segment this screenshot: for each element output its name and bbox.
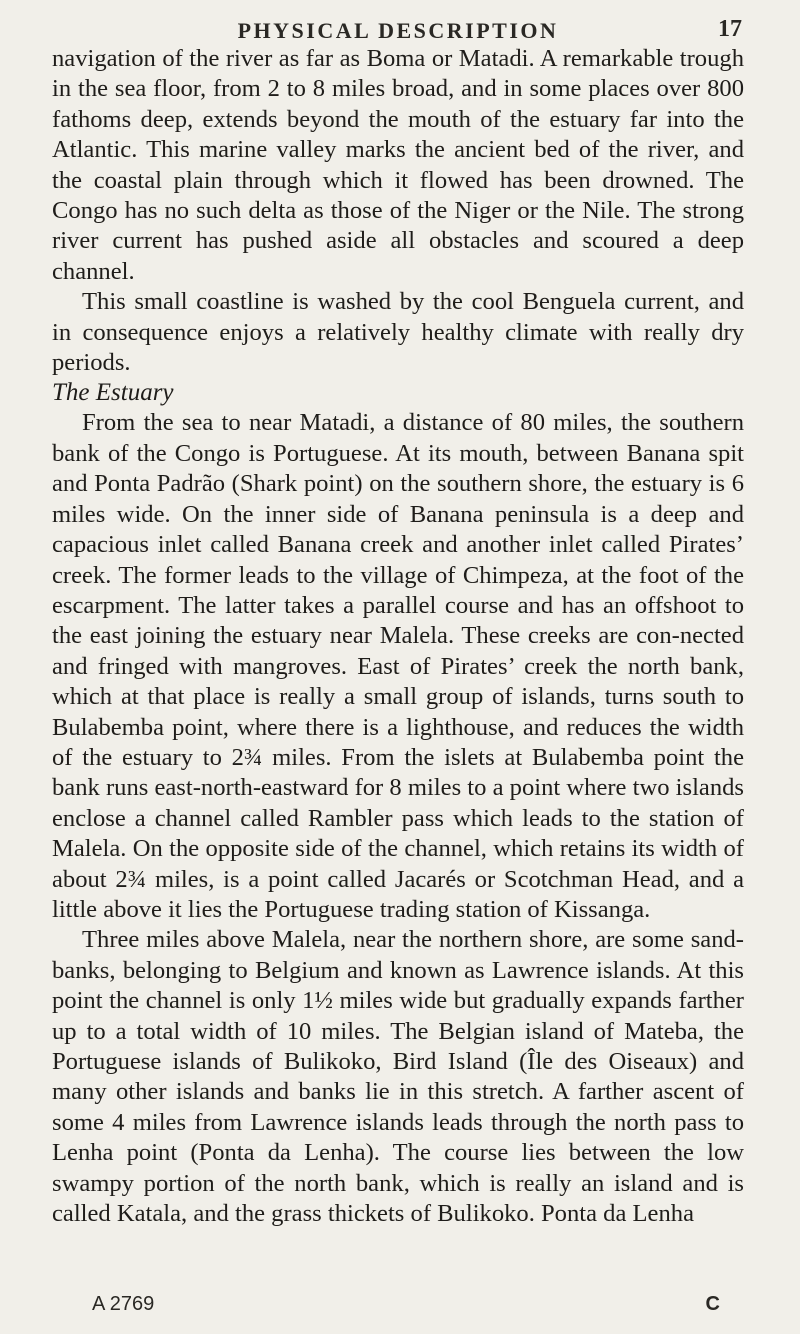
paragraph-lawrence-islands: Three miles above Malela, near the northern shore, are some sand-banks, belonging to Belgium and known as Lawrence islands. At this point the channel is only 1½ miles wide but gradually expands farther up to a total width of 10 miles. The Belgian island of Mateba, the Portuguese islands of Bulikoko, Bird Island (Île des Oiseaux) and many other islands and banks lie in this stretch. A farther ascent of some 4 miles from Lawrence islands leads through the north pass to Lenha point (Ponta da Lenha). The course lies between the low swampy portion of the north bank, which is really an island and is called Katala, and the grass thickets of Bulikoko. Ponta da Lenha (52, 926, 744, 1228)
paragraph-estuary: From the sea to near Matadi, a distance of 80 miles, the southern bank of the Congo is Portuguese. At its mouth, between Banana spit and Ponta Padrão (Shark point) on the southern shore, the estuary is 6 miles wide. On the inner side of Banana peninsula is a deep and capacious inlet called Banana creek and another inlet called Pirates’ creek. The former leads to the village of Chimpeza, at the foot of the escarpment. The latter takes a parallel course and has an offshoot to the east joining the estuary near Malela. These creeks are con-nected and fringed with mangroves. East of Pirates’ creek the north bank, which at that place is really a small group of islands, turns south to Bulabemba point, where there is a lighthouse, and reduces the width of the estuary to 2¾ miles. From the islets at Bulabemba point the bank runs east-north-eastward for 8 miles to a point where two islands enclose a channel called Rambler pass which leads to the station of Malela. On the opposite side of the channel, which retains its width of about 2¾ miles, is a point called Jacarés or Scotchman Head, and a little above it lies the Portuguese trading station of Kissanga. (52, 409, 744, 923)
paragraph-coastline: This small coastline is washed by the cool Benguela current, and in consequence enjoys a relatively healthy climate with really dry periods. (52, 288, 744, 377)
running-head-title: PHYSICAL DESCRIPTION (237, 18, 559, 43)
page-number: 17 (718, 16, 742, 42)
section-heading: The Estuary (52, 379, 174, 407)
print-code: A 2769 (92, 1293, 155, 1315)
running-head (52, 0, 744, 44)
signature-mark: C (705, 1293, 720, 1315)
paragraph-continued: navigation of the river as far as Boma or Matadi. A remarkable trough in the sea floor, from 2 to 8 miles broad, and in some places over 800 fathoms deep, extends beyond the mouth of the estuary far into the Atlantic. This marine valley marks the ancient bed of the river, and the coastal plain through which it flowed has been drowned. The Congo has no such delta as those of the Niger or the Nile. The strong river current has pushed aside all obstacles and scoured a deep channel. (52, 45, 744, 285)
body-text (52, 44, 744, 1229)
